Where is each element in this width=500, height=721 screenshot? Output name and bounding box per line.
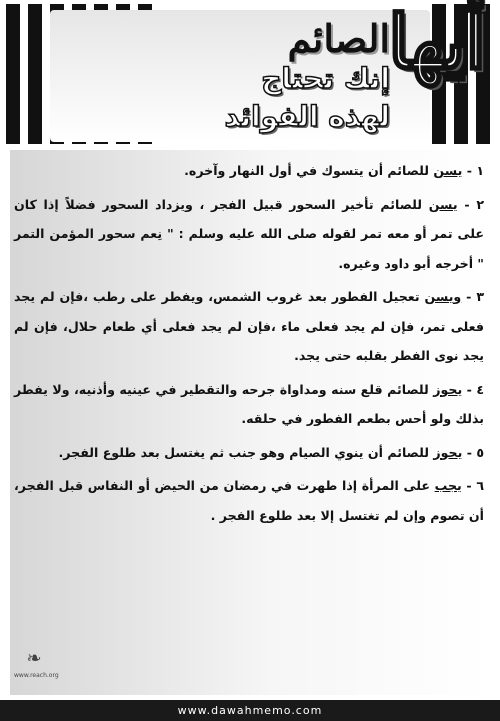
point-keyword: يجوز [433, 444, 463, 460]
point-text: للصائم أن ينوي الصيام وهو جنب ثم يغتسل بعد طلوع الفجر. [58, 444, 434, 460]
poster-body [10, 150, 488, 695]
point-1 [14, 156, 484, 186]
point-separator: - [462, 444, 477, 460]
point-number: ٣ [476, 289, 484, 304]
title-subtitle-2: لهذه الفوائد [224, 100, 390, 133]
point-text: تعجيل الفطور بعد غروب الشمس، ويفطر على رطب ،فإن لم يجد فعلى تمر، فإن لم يجد فعلى ماء ،فإن لم يجد فعلى أي طعام حلال، فإن لم يجد نوى الفطر بقلبه حتى يجد. [14, 289, 484, 363]
point-number: ١ [476, 163, 484, 178]
point-2 [14, 190, 484, 279]
point-keyword: ويسن [424, 289, 462, 304]
point-4 [14, 375, 484, 434]
point-number: ٥ [476, 444, 484, 460]
point-text: على المرأة إذا طهرت في رمضان من الحيض أو النفاس قبل الفجر، أن تصوم وإن لم تغتسل إلا بعد طلوع الفجر . [14, 478, 484, 523]
point-text: للصائم تأخير السحور قبيل الفجر ، ويزداد السحور فضلاً إذا كان على تمر أو معه تمر لقوله صلى الله عليه وسلم : " نِعم سحور المؤمن التمر " أخرجه أبو داود وغيره. [14, 196, 484, 271]
point-number: ٢ [476, 196, 484, 212]
point-separator: - [461, 478, 477, 493]
point-text: للصائم أن يتسوك في أول النهار وآخره. [184, 163, 434, 178]
title-main: الصائم [287, 16, 390, 61]
point-number: ٦ [476, 478, 484, 493]
footer-url[interactable]: www.dawahmemo.com [0, 700, 500, 721]
point-keyword: يسن [433, 163, 463, 178]
point-6 [14, 471, 484, 530]
point-separator: - [461, 289, 477, 304]
point-keyword: يسن [428, 196, 458, 212]
point-separator: - [457, 196, 477, 212]
title-subtitle-1: إنك تحتاج [261, 62, 390, 95]
point-number: ٤ [476, 381, 485, 397]
point-5 [14, 438, 484, 468]
publisher-logo-text: www.reach.org [14, 672, 59, 679]
publisher-logo-icon: ❧ [26, 647, 42, 669]
point-text: للصائم قلع سنه ومداواة جرحه والتقطير في عينيه وأذنيه، ولا يفطر بذلك ولو أحس بطعم الفطور في حلقه. [14, 381, 484, 426]
point-separator: - [462, 163, 477, 178]
point-3 [14, 282, 484, 371]
title-calligraphy: أيها [388, 0, 486, 86]
poster-header [0, 0, 500, 150]
point-keyword: يجوز [433, 381, 463, 397]
point-keyword: يجب [434, 478, 462, 493]
point-separator: - [462, 381, 477, 397]
